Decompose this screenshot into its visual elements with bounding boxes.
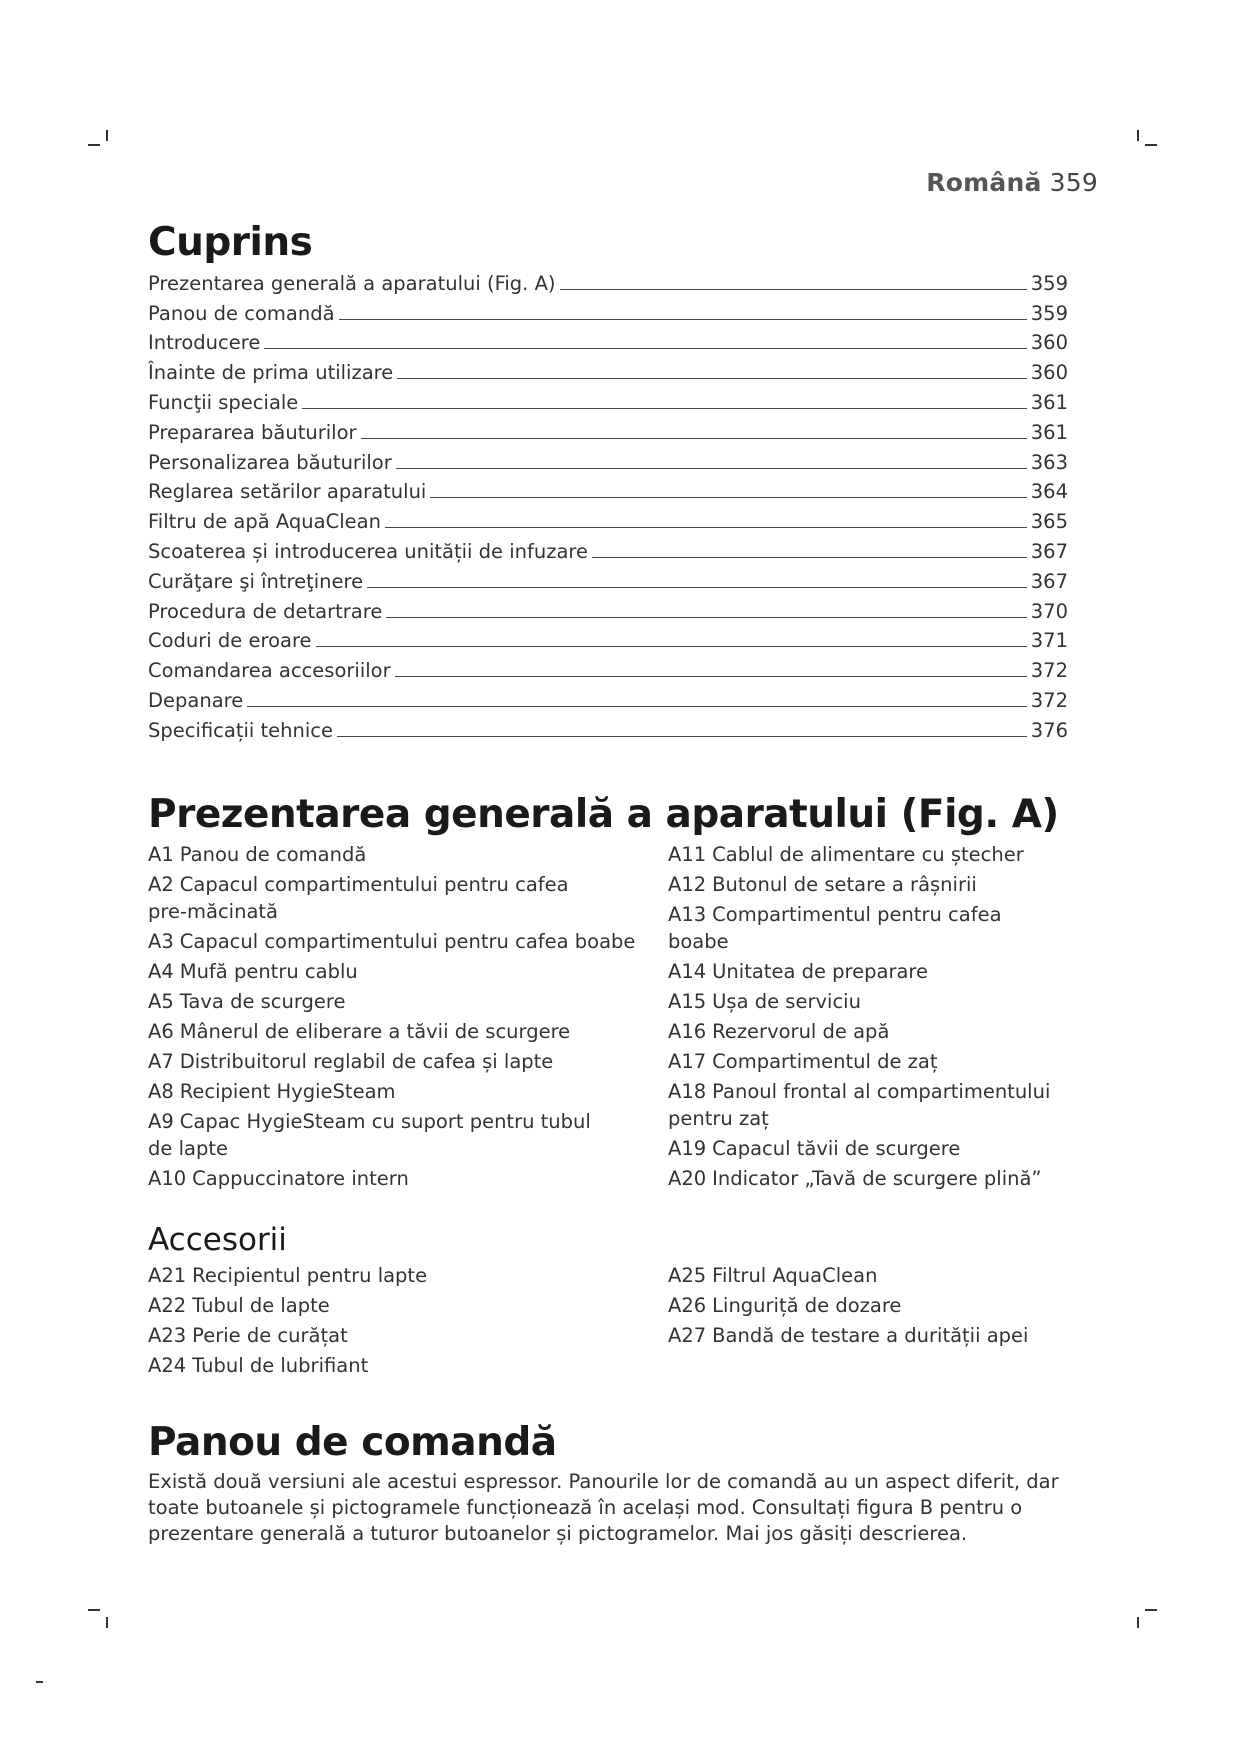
toc-leader — [385, 527, 1027, 528]
toc-entry-page: 365 — [1030, 510, 1068, 534]
control-panel-section — [148, 1420, 1068, 1547]
toc-leader — [247, 706, 1027, 707]
toc-leader — [560, 289, 1027, 290]
accessories-title: Accesorii — [148, 1222, 287, 1258]
toc-entry-page: 359 — [1030, 301, 1068, 325]
toc-entry-title: Prepararea băuturilor — [148, 420, 357, 444]
crop-mark — [1137, 130, 1139, 141]
overview-list — [668, 841, 1068, 1192]
toc-entry-page: 370 — [1030, 599, 1068, 623]
toc-entry-title: Filtru de apă AquaClean — [148, 510, 381, 534]
toc-entry-page: 372 — [1030, 688, 1068, 712]
toc-entry-page: 376 — [1030, 718, 1068, 742]
part-id: A3 — [148, 930, 174, 953]
crop-mark — [88, 1609, 100, 1611]
part-id: A9 — [148, 1110, 174, 1133]
toc-entry-page: 363 — [1030, 450, 1068, 474]
toc-list — [148, 265, 1068, 742]
part-item — [668, 1048, 1068, 1075]
toc-entry-page: 371 — [1030, 629, 1068, 653]
part-label: Distribuitorul reglabil de cafea și lapte — [179, 1050, 554, 1073]
toc-entry-page: 360 — [1030, 361, 1068, 385]
part-label: Unitatea de preparare — [712, 960, 929, 983]
toc-entry[interactable] — [148, 593, 1068, 623]
toc-leader — [337, 736, 1027, 737]
part-label: Mufă pentru cablu — [179, 960, 358, 983]
toc-leader — [430, 497, 1026, 498]
part-item — [668, 1018, 1068, 1045]
part-label: Rezervorul de apă — [712, 1020, 890, 1043]
crop-mark — [106, 1617, 108, 1628]
accessory-label: Bandă de testare a durității apei — [712, 1324, 1029, 1347]
toc-leader — [396, 468, 1027, 469]
part-item — [668, 901, 1068, 955]
part-item — [668, 958, 1068, 985]
part-item — [148, 1048, 668, 1075]
crop-mark — [36, 1681, 43, 1683]
part-item — [148, 958, 668, 985]
toc-entry-title: Curăţare şi întreţinere — [148, 569, 364, 593]
accessory-id: A23 — [148, 1324, 187, 1347]
part-label: Panoul frontal al compartimentului pentru zaț — [668, 1080, 1051, 1130]
toc-entry[interactable] — [148, 384, 1068, 414]
toc-entry-title: Reglarea setărilor aparatului — [148, 480, 427, 504]
toc-entry[interactable] — [148, 503, 1068, 533]
toc-entry-title: Personalizarea băuturilor — [148, 450, 392, 474]
toc-entry-page: 367 — [1030, 569, 1068, 593]
part-label: Recipient HygieSteam — [179, 1080, 396, 1103]
toc-entry-title: Procedura de detartrare — [148, 599, 383, 623]
part-item — [668, 1078, 1068, 1132]
part-id: A1 — [148, 843, 174, 866]
toc-leader — [302, 408, 1026, 409]
accessory-id: A24 — [148, 1354, 187, 1377]
part-label: Capacul compartimentului pentru cafea pre-măcinată — [148, 873, 569, 923]
toc-entry[interactable] — [148, 652, 1068, 682]
part-id: A20 — [668, 1167, 707, 1190]
toc-leader — [367, 587, 1027, 588]
accessory-label: Recipientul pentru lapte — [192, 1264, 428, 1287]
toc-leader — [395, 676, 1027, 677]
toc-entry[interactable] — [148, 623, 1068, 653]
part-item — [148, 1108, 618, 1162]
toc-entry[interactable] — [148, 444, 1068, 474]
part-item — [668, 1135, 1068, 1162]
crop-mark — [106, 130, 108, 141]
toc-entry-title: Scoaterea și introducerea unității de infuzare — [148, 539, 589, 563]
toc-entry-title: Înainte de prima utilizare — [148, 361, 394, 385]
toc-entry-title: Funcţii speciale — [148, 390, 299, 414]
toc-entry-title: Specificații tehnice — [148, 718, 334, 742]
toc-entry-page: 361 — [1030, 390, 1068, 414]
part-id: A7 — [148, 1050, 174, 1073]
accessory-id: A26 — [668, 1294, 707, 1317]
toc-leader — [386, 617, 1026, 618]
accessory-label: Tubul de lubrifiant — [192, 1354, 369, 1377]
part-id: A10 — [148, 1167, 187, 1190]
toc-section — [148, 220, 1068, 742]
part-item — [148, 1165, 668, 1192]
toc-entry[interactable] — [148, 474, 1068, 504]
accessory-item — [668, 1322, 1068, 1349]
toc-entry-title: Comandarea accesoriilor — [148, 659, 391, 683]
part-id: A17 — [668, 1050, 707, 1073]
part-item — [148, 841, 668, 868]
part-id: A19 — [668, 1137, 707, 1160]
part-id: A12 — [668, 873, 707, 896]
part-id: A5 — [148, 990, 174, 1013]
toc-entry-title: Depanare — [148, 688, 244, 712]
part-item — [148, 1078, 668, 1105]
toc-entry[interactable] — [148, 295, 1068, 325]
part-item — [148, 1018, 668, 1045]
accessory-item — [668, 1262, 1068, 1289]
toc-entry[interactable] — [148, 325, 1068, 355]
toc-leader — [361, 438, 1027, 439]
part-item — [668, 988, 1068, 1015]
accessories-list — [148, 1262, 668, 1379]
part-label: Ușa de serviciu — [712, 990, 861, 1013]
accessory-item — [148, 1292, 668, 1319]
toc-entry-page: 359 — [1030, 271, 1068, 295]
accessory-item — [148, 1322, 668, 1349]
toc-entry-page: 367 — [1030, 539, 1068, 563]
accessory-label: Tubul de lapte — [192, 1294, 330, 1317]
part-id: A11 — [668, 843, 707, 866]
header-page-number: 359 — [1049, 168, 1098, 197]
part-id: A15 — [668, 990, 707, 1013]
toc-leader — [397, 378, 1027, 379]
part-label: Indicator „Tavă de scurgere plină” — [712, 1167, 1042, 1190]
part-id: A6 — [148, 1020, 174, 1043]
toc-entry[interactable] — [148, 533, 1068, 563]
part-item — [668, 871, 1068, 898]
accessory-id: A21 — [148, 1264, 187, 1287]
toc-entry[interactable] — [148, 682, 1068, 712]
toc-entry-title: Introducere — [148, 331, 261, 355]
part-label: Cappuccinatore intern — [192, 1167, 409, 1190]
crop-mark — [1145, 1609, 1157, 1611]
overview-title: Prezentarea generală a aparatului (Fig. A) — [148, 792, 1059, 837]
toc-entry-page: 361 — [1030, 420, 1068, 444]
part-item — [148, 871, 588, 925]
part-label: Compartimentul de zaț — [712, 1050, 938, 1073]
header-language: Română — [926, 168, 1042, 197]
toc-entry[interactable] — [148, 563, 1068, 593]
toc-entry-page: 364 — [1030, 480, 1068, 504]
toc-entry-page: 360 — [1030, 331, 1068, 355]
accessories-section — [148, 1222, 1068, 1382]
part-id: A8 — [148, 1080, 174, 1103]
toc-entry[interactable] — [148, 414, 1068, 444]
accessory-item — [148, 1352, 668, 1379]
toc-entry[interactable] — [148, 354, 1068, 384]
part-id: A18 — [668, 1080, 707, 1103]
part-item — [148, 988, 668, 1015]
toc-entry-title: Prezentarea generală a aparatului (Fig. A) — [148, 271, 556, 295]
accessory-item — [148, 1262, 668, 1289]
accessory-id: A22 — [148, 1294, 187, 1317]
overview-columns — [148, 841, 1068, 1195]
toc-leader — [339, 319, 1027, 320]
part-item — [668, 1165, 1068, 1192]
accessory-item — [668, 1292, 1068, 1319]
accessory-id: A25 — [668, 1264, 707, 1287]
part-id: A2 — [148, 873, 174, 896]
part-item — [668, 841, 1068, 868]
accessories-list — [668, 1262, 1068, 1349]
part-label: Mânerul de eliberare a tăvii de scurgere — [179, 1020, 571, 1043]
part-label: Tava de scurgere — [179, 990, 346, 1013]
part-label: Compartimentul pentru cafea boabe — [668, 903, 1002, 953]
accessories-left-column — [148, 1262, 668, 1382]
part-label: Capacul tăvii de scurgere — [712, 1137, 961, 1160]
part-id: A16 — [668, 1020, 707, 1043]
toc-entry[interactable] — [148, 712, 1068, 742]
part-id: A4 — [148, 960, 174, 983]
part-label: Capac HygieSteam cu suport pentru tubul de lapte — [148, 1110, 591, 1160]
control-panel-title: Panou de comandă — [148, 1420, 557, 1465]
toc-entry-title: Coduri de eroare — [148, 629, 312, 653]
part-id: A13 — [668, 903, 707, 926]
toc-entry[interactable] — [148, 265, 1068, 295]
part-label: Capacul compartimentului pentru cafea boabe — [179, 930, 636, 953]
part-label: Cablul de alimentare cu ștecher — [712, 843, 1024, 866]
control-panel-text: Există două versiuni ale acestui espressor. Panourile lor de comandă au un aspect diferit, dar toate butoanele și pictogramele funcționează în același mod. Consultați figura B pentru o prezentare generală a tuturor butoanelor și pictogramelor. Mai jos găsiți descrierea. — [148, 1470, 1059, 1545]
toc-leader — [316, 646, 1027, 647]
part-label: Butonul de setare a râșnirii — [712, 873, 977, 896]
toc-leader — [264, 348, 1026, 349]
part-item — [148, 928, 668, 955]
overview-left-column — [148, 841, 668, 1195]
accessory-label: Linguriță de dozare — [712, 1294, 902, 1317]
crop-mark — [1145, 144, 1157, 146]
page-header — [926, 168, 1098, 197]
toc-entry-title: Panou de comandă — [148, 301, 335, 325]
part-id: A14 — [668, 960, 707, 983]
crop-mark — [1137, 1617, 1139, 1628]
toc-leader — [592, 557, 1027, 558]
toc-entry-page: 372 — [1030, 659, 1068, 683]
accessories-right-column — [668, 1262, 1068, 1382]
part-label: Panou de comandă — [179, 843, 367, 866]
accessory-label: Filtrul AquaClean — [712, 1264, 878, 1287]
overview-right-column — [668, 841, 1068, 1195]
overview-section — [148, 792, 1068, 1195]
toc-title: Cuprins — [148, 220, 313, 265]
accessories-columns — [148, 1262, 1068, 1382]
crop-mark — [88, 144, 100, 146]
overview-list — [148, 841, 668, 1192]
accessory-id: A27 — [668, 1324, 707, 1347]
accessory-label: Perie de curățat — [192, 1324, 348, 1347]
